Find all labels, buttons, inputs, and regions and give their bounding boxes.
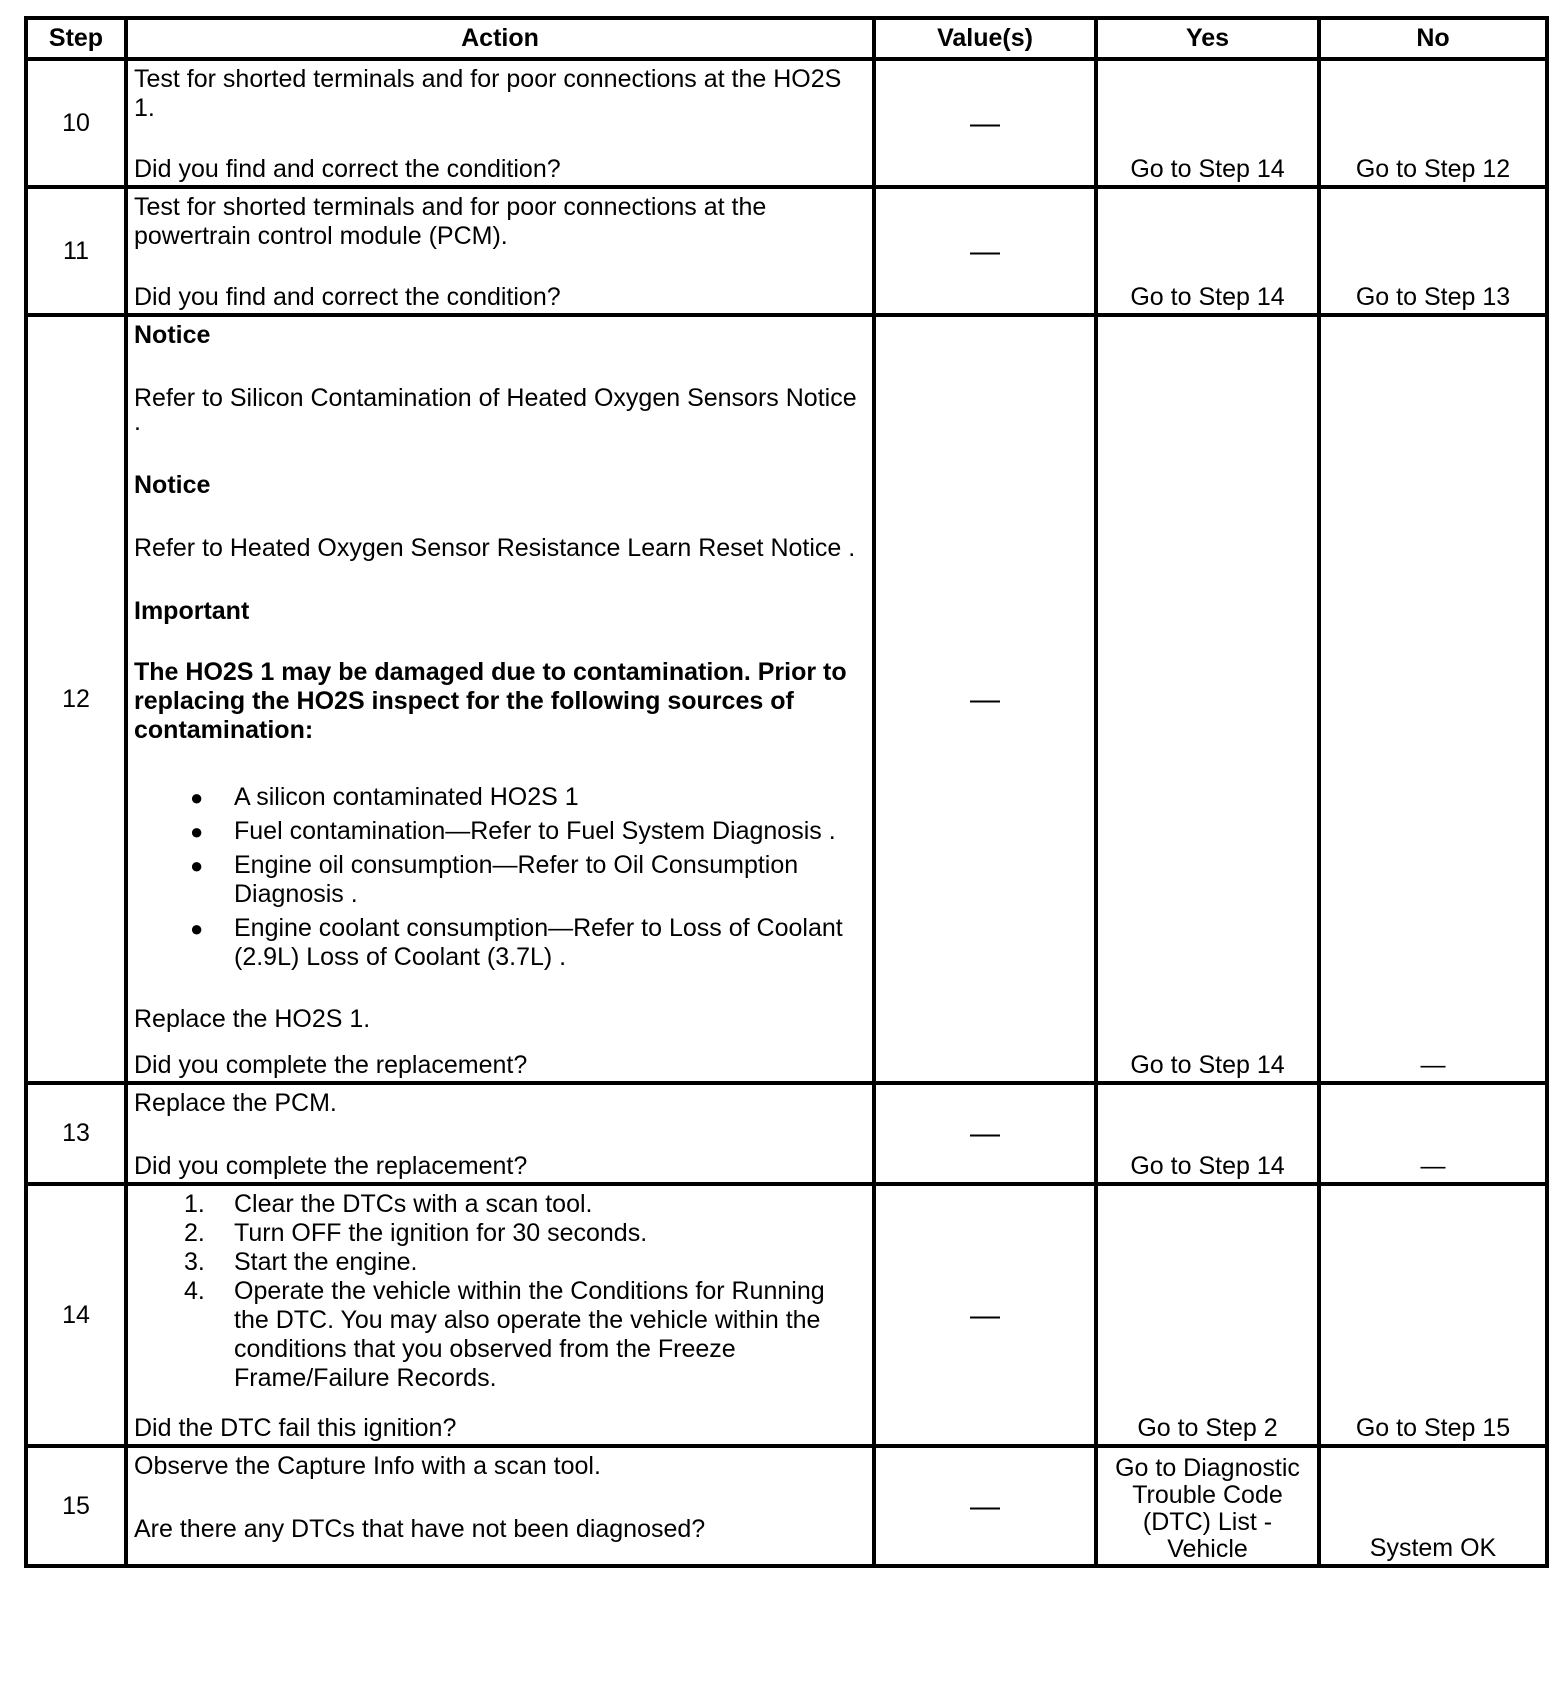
- list-item-text: Turn OFF the ignition for 30 seconds.: [234, 1219, 648, 1247]
- no-cell: —: [1319, 1083, 1547, 1184]
- list-item-text: (2.9L) Loss of Coolant (3.7L) .: [234, 943, 567, 971]
- no-cell: —: [1319, 315, 1547, 1083]
- action-question: Are there any DTCs that have not been diagnosed?: [134, 1515, 706, 1543]
- notice-text: Refer to Heated Oxygen Sensor Resistance Learn Reset Notice .: [134, 534, 856, 562]
- yes-cell: Go to Step 14: [1096, 315, 1319, 1083]
- step-number: 15: [26, 1446, 126, 1566]
- list-item-text: Frame/Failure Records.: [234, 1364, 497, 1392]
- yes-link-text: (DTC) List -: [1142, 1508, 1273, 1536]
- action-question: Did you find and correct the condition?: [134, 283, 561, 311]
- list-item: [134, 1190, 866, 1219]
- contamination-list: [134, 783, 866, 972]
- action-cell: [126, 59, 874, 187]
- bullet-icon: ●: [190, 819, 204, 844]
- list-item: [134, 1219, 866, 1248]
- action-question: Did you complete the replacement?: [134, 1152, 528, 1180]
- action-text: Observe the Capture Info with a scan tool.: [134, 1452, 601, 1480]
- value-cell: —: [874, 1083, 1096, 1184]
- step-number: 14: [26, 1184, 126, 1446]
- action-cell: [126, 1184, 874, 1446]
- action-text: 1.: [134, 94, 155, 122]
- yes-cell: Go to Step 14: [1096, 59, 1319, 187]
- step-number: 12: [26, 315, 126, 1083]
- important-text: contamination:: [134, 716, 314, 744]
- important-text: The HO2S 1 may be damaged due to contamination. Prior to: [134, 658, 847, 686]
- no-cell: Go to Step 15: [1319, 1184, 1547, 1446]
- notice-title: Notice: [134, 321, 211, 349]
- value-cell: —: [874, 187, 1096, 315]
- list-item: [134, 914, 866, 972]
- list-item-text: Engine coolant consumption—Refer to Loss of Coolant: [234, 914, 843, 942]
- list-item-text: Diagnosis .: [234, 880, 358, 908]
- action-question: Did the DTC fail this ignition?: [134, 1414, 457, 1442]
- list-item: [134, 1277, 866, 1393]
- table-row: [26, 1184, 1547, 1446]
- list-item-text: Clear the DTCs with a scan tool.: [234, 1190, 593, 1218]
- important-text: replacing the HO2S inspect for the following sources of: [134, 687, 794, 715]
- yes-cell: [1096, 1446, 1319, 1566]
- header-step: Step: [26, 18, 126, 59]
- action-text: Test for shorted terminals and for poor connections at the HO2S: [134, 65, 842, 93]
- important-title: Important: [134, 597, 250, 625]
- list-item: [134, 1248, 866, 1277]
- yes-cell: Go to Step 14: [1096, 1083, 1319, 1184]
- list-item-text: Fuel contamination—Refer to Fuel System Diagnosis .: [234, 817, 836, 845]
- no-cell: Go to Step 13: [1319, 187, 1547, 315]
- header-row: [26, 18, 1547, 59]
- list-item-text: conditions that you observed from the Freeze: [234, 1335, 736, 1363]
- yes-cell: Go to Step 14: [1096, 187, 1319, 315]
- table-row: [26, 187, 1547, 315]
- action-question: Did you find and correct the condition?: [134, 155, 561, 183]
- value-cell: —: [874, 59, 1096, 187]
- bullet-icon: ●: [190, 853, 204, 878]
- yes-link-text: Go to Diagnostic: [1115, 1454, 1300, 1482]
- bullet-icon: ●: [190, 916, 204, 941]
- list-item-text: Start the engine.: [234, 1248, 418, 1276]
- yes-link-text: Trouble Code: [1132, 1481, 1283, 1509]
- list-item: [134, 783, 866, 812]
- list-item-text: A silicon contaminated HO2S 1: [234, 783, 579, 811]
- table-row: [26, 1083, 1547, 1184]
- step-number: 11: [26, 187, 126, 315]
- item-number: 2.: [184, 1219, 205, 1247]
- no-cell: Go to Step 12: [1319, 59, 1547, 187]
- header-yes: Yes: [1096, 18, 1319, 59]
- procedure-list: [134, 1190, 866, 1393]
- action-text: Replace the PCM.: [134, 1089, 337, 1117]
- action-cell: [126, 1083, 874, 1184]
- action-text: Test for shorted terminals and for poor connections at the: [134, 193, 767, 221]
- list-item-text: Operate the vehicle within the Conditions for Running: [234, 1277, 825, 1305]
- notice-period: .: [134, 408, 141, 436]
- header-action: Action: [126, 18, 874, 59]
- table-row: [26, 315, 1547, 1083]
- action-cell: [126, 315, 874, 1083]
- step-number: 13: [26, 1083, 126, 1184]
- bullet-icon: ●: [190, 785, 204, 810]
- item-number: 4.: [184, 1277, 205, 1305]
- diagnostic-table: [24, 16, 1549, 1568]
- yes-cell: Go to Step 2: [1096, 1184, 1319, 1446]
- list-item: [134, 851, 866, 909]
- no-cell: System OK: [1319, 1446, 1547, 1566]
- yes-link-text: Vehicle: [1167, 1535, 1248, 1563]
- header-no: No: [1319, 18, 1547, 59]
- list-item: [134, 817, 866, 846]
- action-text: powertrain control module (PCM).: [134, 222, 508, 250]
- item-number: 3.: [184, 1248, 205, 1276]
- table-row: [26, 59, 1547, 187]
- notice-text: Refer to Silicon Contamination of Heated Oxygen Sensors Notice: [134, 384, 857, 412]
- replace-text: Replace the HO2S 1.: [134, 1005, 371, 1033]
- item-number: 1.: [184, 1190, 205, 1218]
- list-item-text: the DTC. You may also operate the vehicle within the: [234, 1306, 821, 1334]
- step-number: 10: [26, 59, 126, 187]
- value-cell: —: [874, 1446, 1096, 1566]
- header-values: Value(s): [874, 18, 1096, 59]
- notice-title: Notice: [134, 471, 211, 499]
- value-cell: —: [874, 315, 1096, 1083]
- list-item-text: Engine oil consumption—Refer to Oil Consumption: [234, 851, 799, 879]
- action-cell: [126, 187, 874, 315]
- table-row: [26, 1446, 1547, 1566]
- action-question: Did you complete the replacement?: [134, 1051, 528, 1079]
- value-cell: —: [874, 1184, 1096, 1446]
- action-cell: [126, 1446, 874, 1566]
